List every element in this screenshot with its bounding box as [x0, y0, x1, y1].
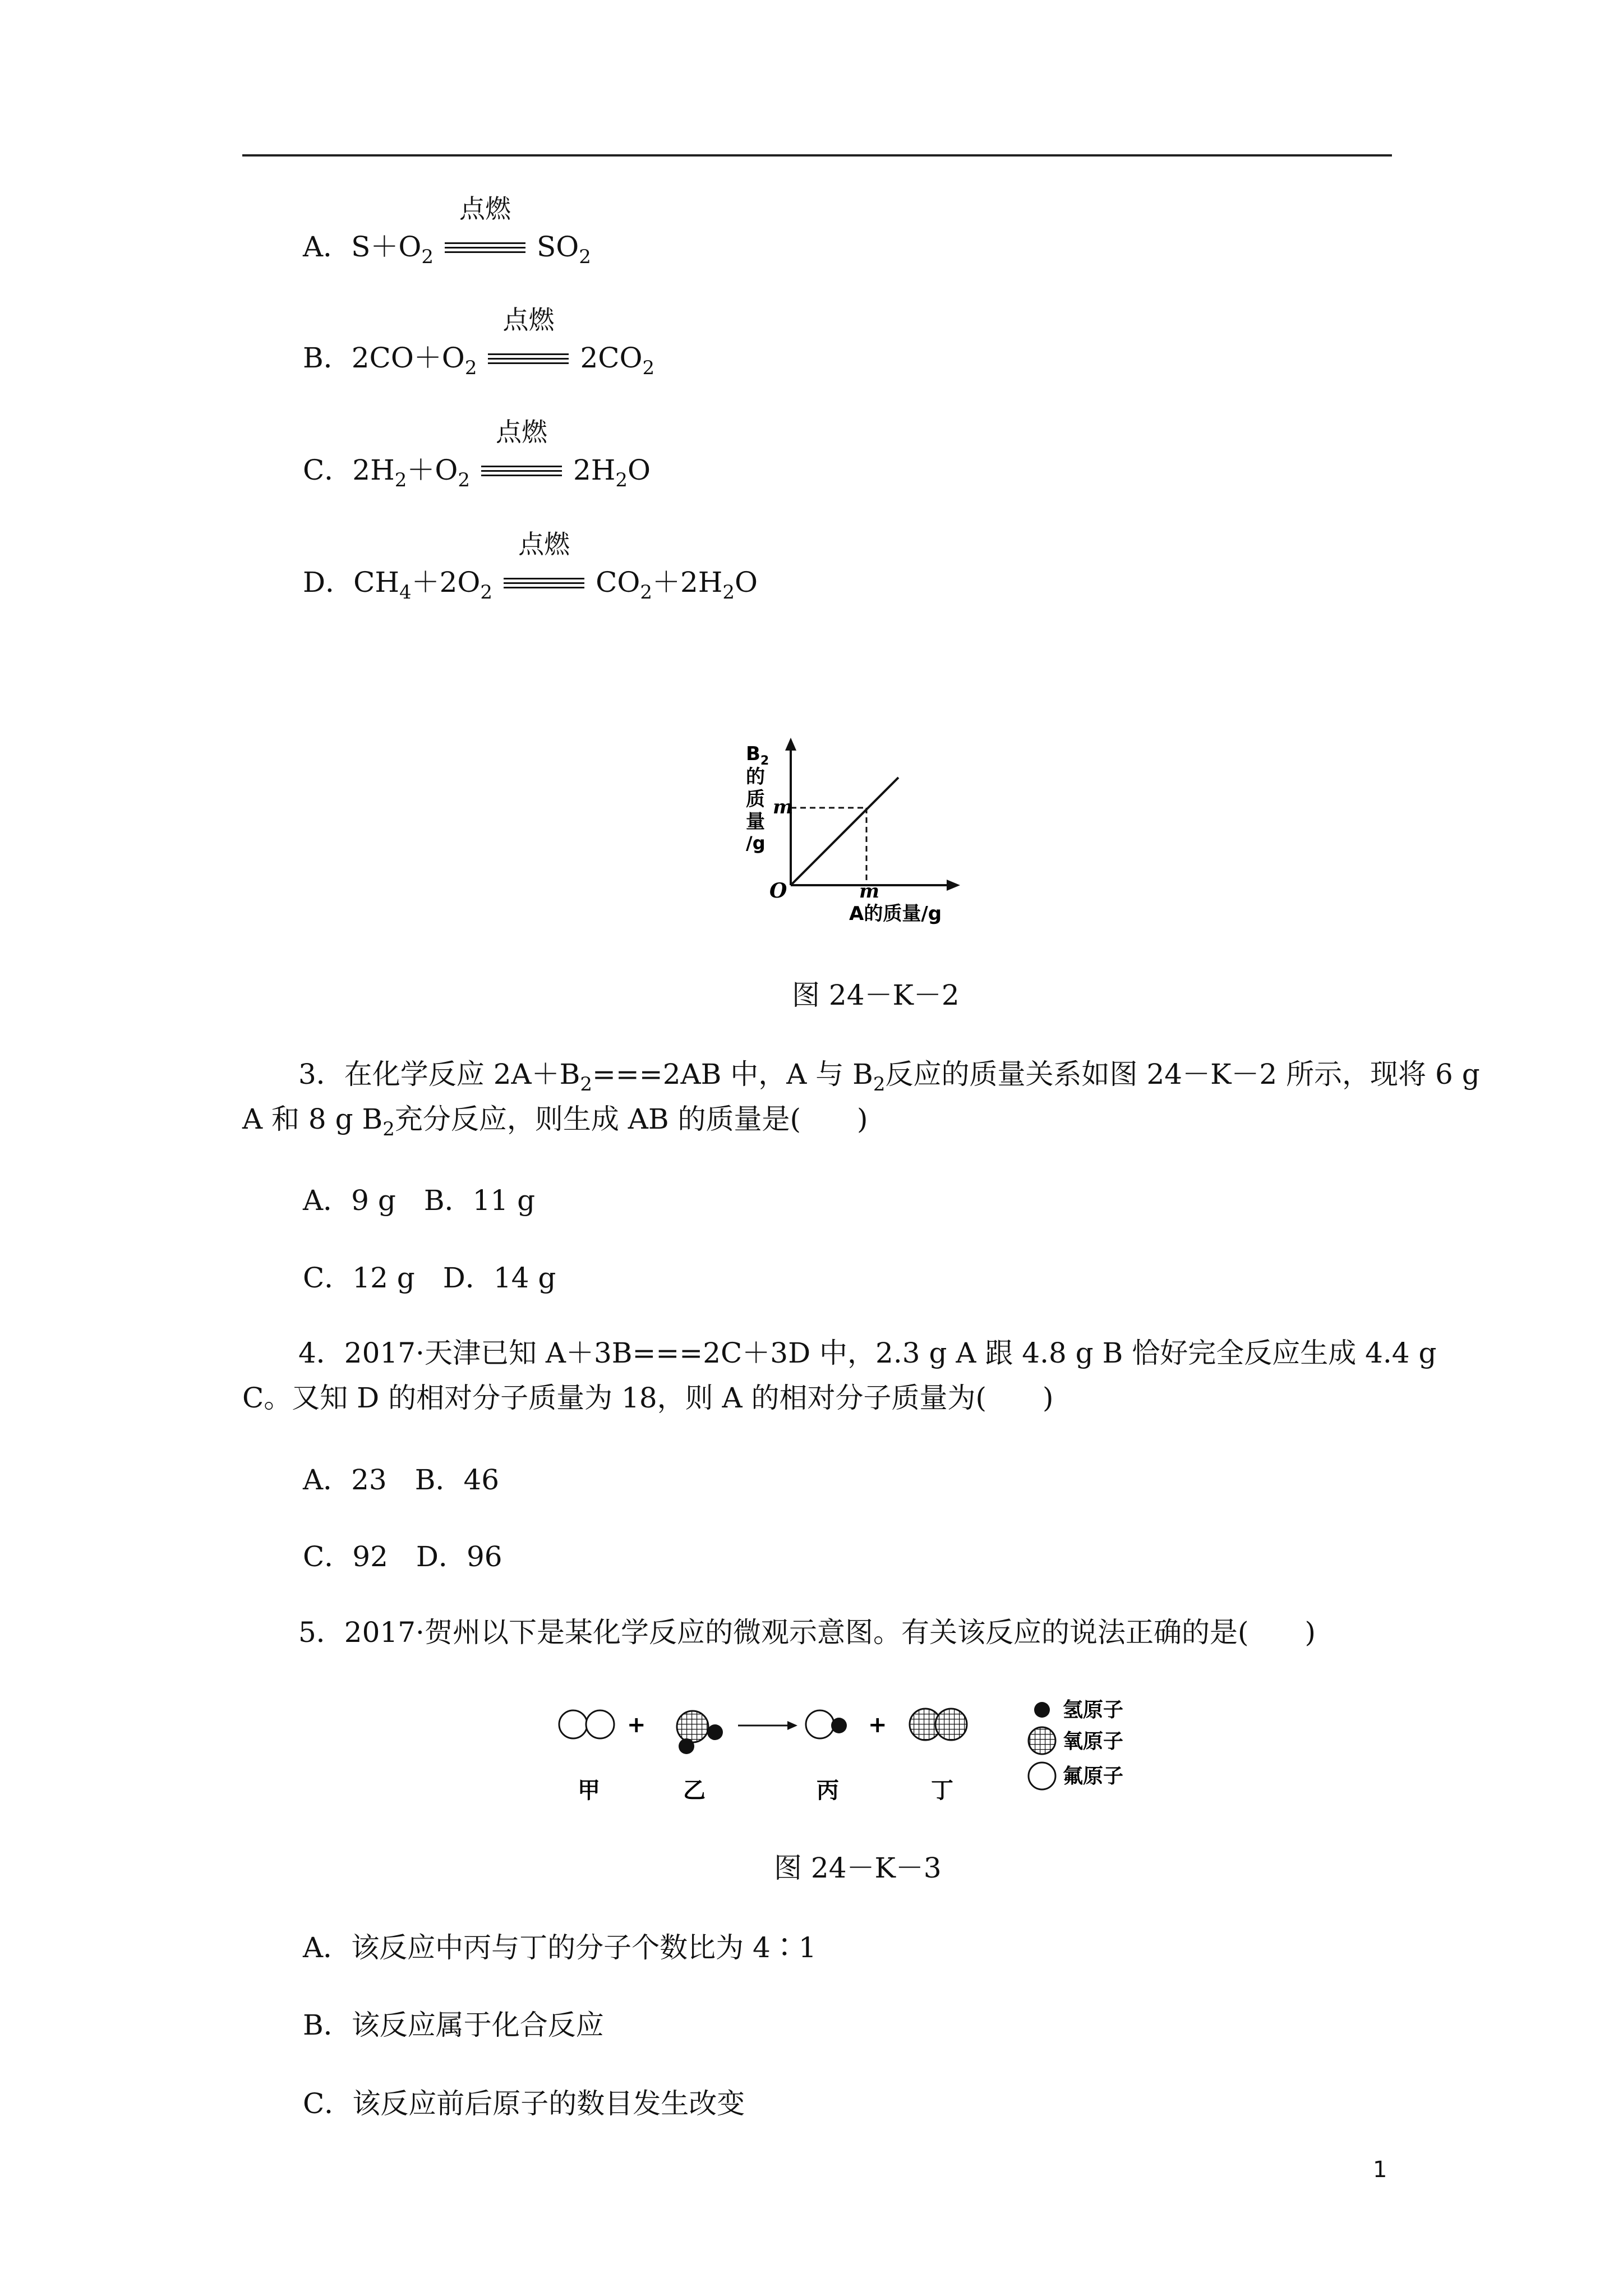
legend-hydrogen-icon [1034, 1702, 1050, 1718]
y-axis-label-2: 质 [746, 788, 765, 811]
option-b-equation: B．$2CO+O_2$ 点燃 $2CO_2$ [303, 305, 655, 379]
svg-text:B2: $B_2$ [746, 743, 769, 768]
question-4-line-1: 4．2017·天津已知 A＋3B===2C＋3D 中，2.3 g A 跟 4.8 g B 恰好完全反应生成 4.4 g [298, 1337, 1437, 1369]
question-3-options-2: C．12 g D．14 g [303, 1262, 556, 1294]
molecule-ding [910, 1709, 967, 1740]
molecule-bing [806, 1710, 847, 1738]
x-tick-label: m [859, 880, 879, 903]
option-c-equation: C．$2H_2+O_2$ 点燃 $2H_2O$ [303, 417, 651, 491]
reaction-condition: 点燃 [499, 565, 589, 599]
label-bing: 丙 [817, 1778, 839, 1803]
y-axis-label-1: 的 [746, 766, 765, 788]
molecule-jia [559, 1710, 614, 1738]
page-number: 1 [1373, 2157, 1387, 2183]
y-axis-label-b: B [746, 743, 760, 765]
question-5-option-b: B．该反应属于化合反应 [303, 2009, 604, 2041]
mass-relation-figure [729, 735, 965, 931]
legend-oxygen-label: 氧原子 [1063, 1730, 1124, 1753]
x-axis-arrow [947, 880, 960, 891]
question-4-options-1: A．23 B．46 [303, 1464, 500, 1496]
question-3-line-1: 3．在化学反应 $2A+B_2===2AB$ 中，A 与 $B_2$反应的质量关系如图 24－K－2 所示，现将 6 g [298, 1058, 1480, 1096]
molecular-diagram [555, 1688, 1150, 1806]
reaction-condition: 点燃 [477, 453, 566, 487]
reaction-condition: 点燃 [483, 341, 573, 375]
figure-caption-2: 图 24－K－2 [792, 979, 960, 1011]
option-letter: C． [303, 454, 353, 486]
label-jia: 甲 [578, 1778, 600, 1803]
origin-label: O [769, 879, 787, 903]
question-3-options-1: A．9 g B．11 g [303, 1184, 536, 1217]
y-axis-arrow [785, 738, 796, 751]
option-letter: D． [303, 566, 354, 599]
legend-fluorine-label: 氟原子 [1063, 1765, 1124, 1788]
question-4-options-2: C．92 D．96 [303, 1540, 502, 1573]
x-axis-label: A的质量/g [849, 903, 942, 925]
question-3-line-2: A 和 8 g $B_2$充分反应，则生成 AB 的质量是( ) [242, 1103, 868, 1140]
y-axis-label-3: 量 [746, 811, 765, 833]
option-a-equation: A．$S+O_2$ 点燃 $SO_2$ [303, 194, 591, 268]
header-rule [242, 154, 1392, 157]
data-line [791, 777, 898, 885]
label-yi: 乙 [683, 1778, 706, 1803]
option-letter: A． [303, 231, 352, 263]
plus-sign-2: + [868, 1712, 887, 1738]
plus-sign-1: + [627, 1712, 646, 1738]
molecule-yi [677, 1711, 723, 1754]
label-ding: 丁 [931, 1778, 953, 1803]
reaction-condition: 点燃 [440, 230, 530, 264]
figure-caption-3: 图 24－K－3 [774, 1852, 942, 1884]
y-tick-label: m [773, 796, 793, 818]
question-5-option-c: C．该反应前后原子的数目发生改变 [303, 2087, 745, 2120]
option-d-equation: D．$CH_4+2O_2$ 点燃 $CO_2+2H_2O$ [303, 529, 758, 604]
question-5-line-1: 5．2017·贺州以下是某化学反应的微观示意图。有关该反应的说法正确的是( ) [298, 1616, 1316, 1649]
question-4-line-2: C。又知 D 的相对分子质量为 18，则 A 的相对分子质量为( ) [242, 1382, 1054, 1414]
legend-oxygen-icon [1029, 1727, 1055, 1754]
legend-hydrogen-label: 氢原子 [1063, 1699, 1124, 1722]
option-letter: B． [303, 342, 352, 374]
y-axis-label-4: /g [746, 832, 766, 854]
reaction-arrow [738, 1721, 797, 1730]
question-5-option-a: A．该反应中丙与丁的分子个数比为 4∶1 [303, 1931, 817, 1964]
legend-fluorine-icon [1029, 1763, 1055, 1789]
